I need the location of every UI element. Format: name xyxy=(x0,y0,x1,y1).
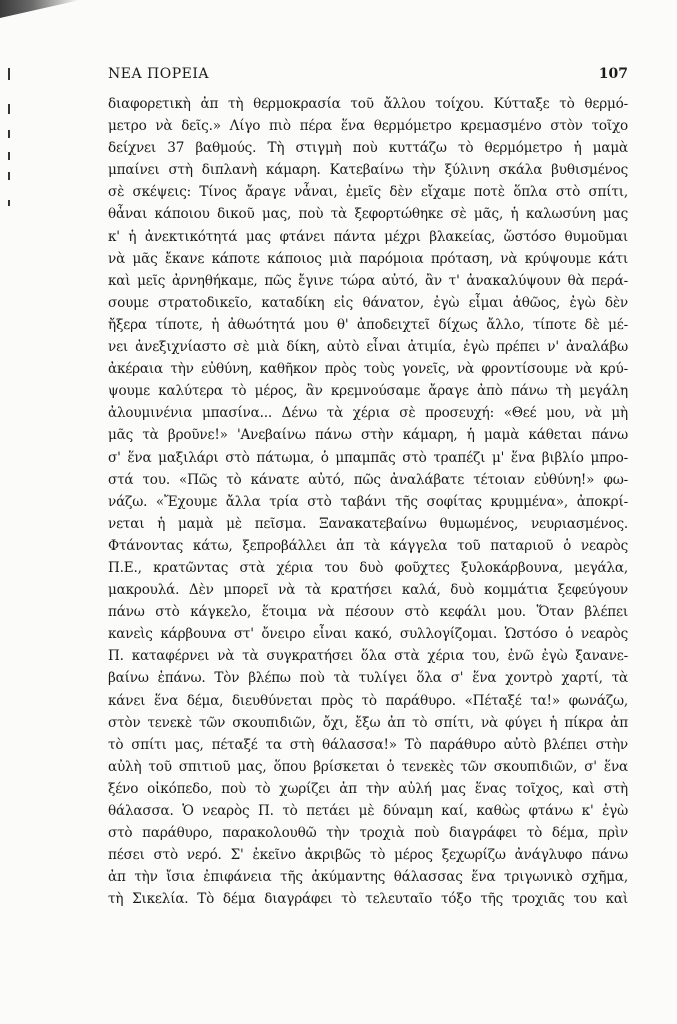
text-line: πέσει στὸ νερό. Σ' ἐκεῖνο ἀκριβῶς τὸ μέρος ξεχωρίζω ἀνάγλυφο πάνω xyxy=(108,847,628,864)
text-line: μακρουλά. Δὲν μπορεῖ νὰ τὰ κρατήσει καλά, δυὸ κομμάτια ξεφεύγουν xyxy=(108,582,628,599)
page-header xyxy=(108,66,628,86)
text-line: σὲ σκέψεις: Τίνος ἄραγε νἆναι, ἐμεῖς δὲν εἴχαμε ποτὲ ὅπλα στὸ σπίτι, xyxy=(108,184,628,201)
text-line: ξένο οἰκόπεδο, ποὺ τὸ χωρίζει ἀπ τὴν αὐλή μας ἕνας τοῖχος, καὶ στὴ xyxy=(108,780,628,797)
scan-edge-shadow xyxy=(0,0,80,18)
text-line: στὸ παράθυρο, παρακολουθῶ τὴν τροχιὰ ποὺ διαγράφει τὸ δέμα, πρὶν xyxy=(108,825,628,842)
text-line: ἀκέραια τὴν εὐθύνη, καθῆκον πρὸς τοὺς γονεῖς, νὰ φροντίσουμε νὰ κρύ- xyxy=(108,361,628,378)
text-line: αὐλὴ τοῦ σπιτιοῦ μας, ὅπου βρίσκεται ὁ τενεκὲς τῶν σκουπιδιῶν, σ' ἕνα xyxy=(108,758,628,775)
text-line: κανεὶς κάρβουνα στ' ὄνειρο εἶναι κακό, συλλογίζομαι. Ὡστόσο ὁ νεαρὸς xyxy=(108,626,628,643)
text-line: Π. καταφέρνει νὰ τὰ συγκρατήσει ὅλα στὰ χέρια του, ἐνῶ ἐγὼ ξανανε- xyxy=(108,648,628,665)
text-line: σ' ἕνα μαξιλάρι στὸ πάτωμα, ὁ μπαμπᾶς στὸ τραπέζι μ' ἕνα βιβλίο μπρο- xyxy=(108,449,628,466)
text-line: βαίνω ἐπάνω. Τὸν βλέπω ποὺ τὰ τυλίγει ὅλα σ' ἕνα χοντρὸ χαρτί, τὰ xyxy=(108,670,628,687)
body-text xyxy=(108,93,628,910)
text-line: στὸν τενεκὲ τῶν σκουπιδιῶν, ὄχι, ἔξω ἀπ τὸ σπίτι, νὰ φύγει ἡ πίκρα ἀπ xyxy=(108,714,628,731)
text-line: στά του. «Πῶς τὸ κάνατε αὐτό, πῶς ἀναλάβατε τέτοιαν εὐθύνη!» φω- xyxy=(108,471,628,488)
text-line: ψουμε καλύτερα τὸ μέρος, ἂν κρεμνούσαμε ἄραγε ἀπὸ πάνω τὴ μεγάλη xyxy=(108,383,628,400)
margin-mark xyxy=(8,104,10,114)
text-line: θἆναι κάποιου δικοῦ μας, ποὺ τὰ ξεφορτώθηκε σὲ μᾶς, ἡ καλωσύνη μας xyxy=(108,206,628,223)
text-line: ἀπ τὴν ἴσια ἐπιφάνεια τῆς ἀκύμαντης θάλασσας ἕνα τριγωνικὸ σχῆμα, xyxy=(108,869,628,886)
text-line: τὸ σπίτι μας, πέταξέ τα στὴ θάλασσα!» Τὸ παράθυρο αὐτὸ βλέπει στὴν xyxy=(108,736,628,753)
margin-mark xyxy=(8,68,10,80)
text-line: νει ἀνεξιχνίαστο σὲ μιὰ δίκη, αὐτὸ εἶναι ἀτιμία, ἐγὼ πρέπει ν' ἀναλάβω xyxy=(108,339,628,356)
text-line: κάνει ἕνα δέμα, διευθύνεται πρὸς τὸ παράθυρο. «Πέταξέ τα!» φωνάζω, xyxy=(108,692,628,709)
text-line: θάλασσα. Ὁ νεαρὸς Π. τὸ πετάει μὲ δύναμη καί, καθὼς φτάνω κ' ἐγὼ xyxy=(108,803,628,819)
text-line: ἤξερα τίποτε, ἡ ἀθωότητά μου θ' ἀποδειχτεῖ δίχως ἄλλο, τίποτε δὲ μέ- xyxy=(108,316,628,333)
text-line: Φτάνοντας κάτω, ξεπροβάλλει ἀπ τὰ κάγγελα τοῦ παταριοῦ ὁ νεαρὸς xyxy=(108,537,628,554)
text-line: μᾶς τὰ βροῦνε!» 'Ανεβαίνω πάνω στὴν κάμαρη, ἡ μαμὰ κάθεται πάνω xyxy=(108,427,628,444)
text-line: μπαίνει στὴ διπλανὴ κάμαρη. Κατεβαίνω τὴν ξύλινη σκάλα βυθισμένος xyxy=(108,162,628,179)
text-line: νὰ μᾶς ἔκανε κάποτε κάποιος μιὰ παρόμοια πρόταση, νὰ κρύψουμε κάτι xyxy=(108,250,628,267)
text-line: ἀλουμινένια μπασίνα... Δένω τὰ χέρια σὲ προσευχή: «Θεέ μου, νὰ μὴ xyxy=(108,405,628,422)
text-line: καὶ μεῖς ἀρνηθήκαμε, πῶς ἔγινε τώρα αὐτό, ἂν τ' ἀνακαλύψουν θὰ περά- xyxy=(108,272,628,289)
text-line: διαφορετικὴ ἀπ τὴ θερμοκρασία τοῦ ἄλλου τοίχου. Κύτταξε τὸ θερμό- xyxy=(108,96,628,112)
page-number: 107 xyxy=(598,66,628,82)
text-line: κ' ἡ ἀνεκτικότητά μας φτάνει πάντα μέχρι βλακείας, ὥστόσο θυμοῦμαι xyxy=(108,228,628,245)
text-line: σουμε στρατοδικεῖο, καταδίκη εἰς θάνατον, ἐγὼ εἶμαι ἀθῶος, ἐγὼ δὲν xyxy=(108,294,628,311)
text-line: τὴ Σικελία. Τὸ δέμα διαγράφει τὸ τελευταῖο τόξο τῆς τροχιᾶς του καὶ xyxy=(108,891,628,908)
text-line: δείχνει 37 βαθμούς. Τὴ στιγμὴ ποὺ κυττάζω τὸ θερμόμετρο ἡ μαμὰ xyxy=(108,140,628,157)
margin-mark xyxy=(8,152,10,160)
running-title: ΝΕΑ ΠΟΡΕΙΑ xyxy=(108,66,209,82)
text-line: νεται ἡ μαμὰ μὲ πεῖσμα. Ξανακατεβαίνω θυμωμένος, νευριασμένος. xyxy=(108,515,628,532)
margin-marks xyxy=(2,60,12,320)
text-line: νάζω. «Ἔχουμε ἄλλα τρία στὸ ταβάνι τῆς σοφίτας κρυμμένα», ἀποκρί- xyxy=(108,493,628,510)
margin-mark xyxy=(8,130,10,138)
margin-mark xyxy=(8,172,10,180)
text-line: Π.Ε., κρατῶντας στὰ χέρια του δυὸ φοῦχτες ξυλοκάρβουνα, μεγάλα, xyxy=(108,559,628,576)
margin-mark xyxy=(8,200,10,206)
text-line: πάνω στὸ κάγκελο, ἕτοιμα νὰ πέσουν στὸ κεφάλι μου. Ὅταν βλέπει xyxy=(108,604,628,621)
text-line: μετρο νὰ δεῖς.» Λίγο πιὸ πέρα ἕνα θερμόμετρο κρεμασμένο στὸν τοῖχο xyxy=(108,118,628,135)
